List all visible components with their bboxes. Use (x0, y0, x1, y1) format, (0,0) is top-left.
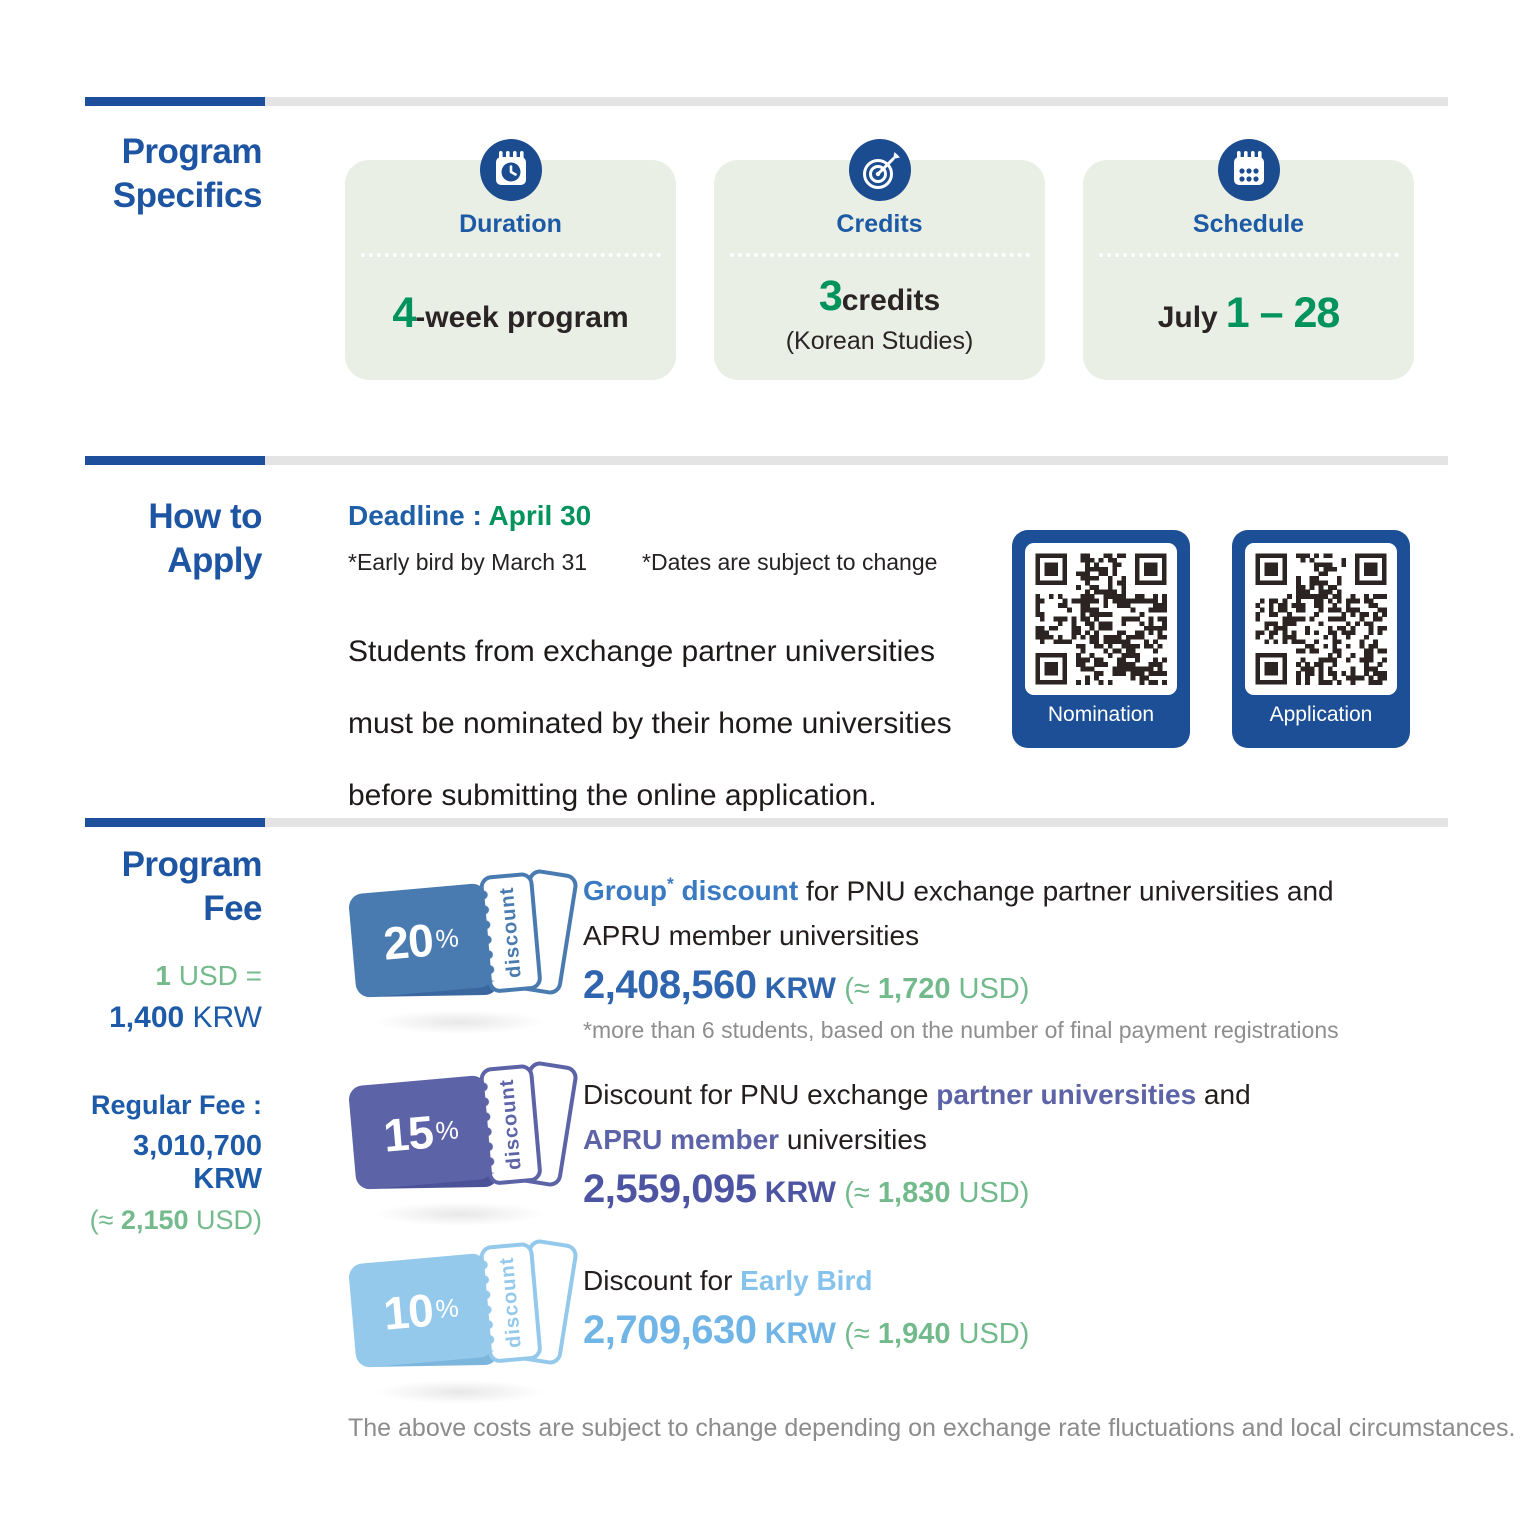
title-line: Fee (203, 889, 262, 928)
ticket-stub-label: discount (495, 886, 526, 980)
early-bird-note: *Early bird by March 31 (348, 549, 588, 575)
schedule-month: July (1157, 301, 1218, 334)
card-label: Schedule (1192, 210, 1305, 238)
divider-accent-bar (85, 456, 265, 465)
ticket-body (345, 1060, 555, 1201)
nomination-qr-card (1012, 530, 1190, 748)
regular-fee-note (70, 1090, 262, 1236)
card-label: Duration (459, 210, 562, 238)
dates-change-note: *Dates are subject to change (642, 549, 938, 575)
ticket-body (345, 868, 555, 1009)
regular-fee-label: Regular Fee : (90, 1090, 262, 1120)
section-divider (85, 456, 1448, 465)
program-specifics-title (70, 130, 262, 218)
card-value (786, 257, 974, 380)
deadline-date: April 30 (488, 500, 592, 531)
discounted-amount-krw: 2,559,095 (583, 1167, 757, 1211)
desc-text: for PNU exchange partner universities and (798, 875, 1334, 907)
credits-subject: (Korean Studies) (785, 326, 974, 355)
ticket-stub (479, 1242, 543, 1364)
percent-sign: % (434, 1291, 460, 1324)
paragraph-line: before submitting the online application. (348, 779, 877, 812)
asterisk: * (667, 874, 674, 894)
how-to-apply-title (70, 495, 262, 583)
card-label: Credits (836, 210, 923, 238)
program-fee-title (70, 843, 262, 931)
ticket-percent: 15 (381, 1105, 435, 1162)
title-line: Apply (167, 541, 262, 580)
rate-usd-text: USD = (170, 960, 262, 991)
percent-sign: % (434, 921, 460, 954)
rate-usd-amount: 1 (155, 960, 171, 991)
divider-accent-bar (85, 97, 265, 106)
desc-text: universities (779, 1124, 927, 1155)
target-arrow-icon (848, 138, 912, 202)
regular-fee-krw: 3,010,700 KRW (132, 1130, 262, 1195)
ticket-stub-label: discount (495, 1256, 526, 1350)
qr-code-image (1245, 543, 1397, 695)
exchange-rate-note (70, 960, 262, 1035)
usd-equivalent: (≈ 1,940 USD) (844, 1318, 1030, 1350)
ticket-body (345, 1238, 555, 1379)
apru-member-accent: APRU member (583, 1124, 780, 1155)
discount-20-details (583, 862, 1463, 1044)
card-credits (714, 160, 1045, 380)
ticket-shadow (375, 1380, 545, 1404)
rate-krw-amount: 1,400 (109, 1001, 185, 1034)
ticket-percent: 10 (381, 1283, 435, 1340)
qr-code-group (1012, 530, 1410, 748)
card-schedule (1083, 160, 1414, 380)
section-divider (85, 818, 1448, 827)
group-discount-footnote: *more than 6 students, based on the number of final payment registrations (583, 1017, 1339, 1044)
regular-usd-close: USD) (188, 1205, 262, 1235)
discounted-amount-krw: 2,709,630 (583, 1308, 757, 1352)
card-duration (345, 160, 676, 380)
desc-text: Discount for (583, 1265, 741, 1296)
discount-15-details (583, 1072, 1463, 1212)
discount-ticket-10 (350, 1246, 580, 1378)
desc-text: and (1196, 1079, 1251, 1110)
duration-number: 4 (392, 289, 416, 337)
ticket-face (348, 1075, 495, 1191)
qr-label: Nomination (1047, 703, 1155, 726)
apply-notes (348, 549, 952, 576)
specifics-cards (345, 160, 1414, 380)
early-bird-accent: Early Bird (740, 1265, 873, 1296)
schedule-dates: 1 – 28 (1225, 289, 1340, 337)
application-qr-card (1232, 530, 1410, 748)
ticket-stub (479, 1064, 543, 1186)
credits-text: credits (841, 283, 941, 317)
qr-label: Application (1269, 703, 1373, 726)
group-discount-accent: Group* discount (583, 874, 799, 907)
ticket-shadow (375, 1202, 545, 1226)
ticket-stub (479, 872, 543, 994)
costs-disclaimer: The above costs are subject to change depending on exchange rate fluctuations and local circumstances. (348, 1414, 1516, 1442)
discount-ticket-20 (350, 876, 580, 1008)
credits-number: 3 (818, 271, 842, 320)
regular-usd-amount: 2,150 (120, 1205, 189, 1235)
discount-10-details (583, 1258, 1463, 1353)
usd-equivalent: (≈ 1,830 USD) (844, 1177, 1030, 1209)
title-line: Program (121, 132, 262, 171)
rate-krw-text: KRW (184, 1001, 262, 1034)
percent-sign: % (434, 1113, 460, 1146)
divider-accent-bar (85, 818, 265, 827)
currency-krw: KRW (756, 1176, 845, 1209)
partner-universities-accent: partner universities (936, 1079, 1197, 1110)
card-value (1158, 257, 1340, 380)
regular-usd-open: (≈ (89, 1205, 121, 1235)
ticket-percent: 20 (381, 913, 435, 970)
calendar-grid-icon (1217, 138, 1281, 202)
paragraph-line: Students from exchange partner universities (348, 635, 935, 668)
ticket-face (348, 1253, 495, 1369)
title-line: How to (148, 497, 262, 536)
ticket-stub-label: discount (495, 1078, 526, 1172)
qr-code-image (1025, 543, 1177, 695)
paragraph-line: must be nominated by their home universities (348, 707, 952, 740)
section-divider (85, 97, 1448, 106)
title-line: Specifics (112, 176, 262, 215)
deadline-label: Deadline : (348, 500, 489, 531)
duration-text: -week program (415, 301, 629, 334)
calendar-clock-icon (479, 138, 543, 202)
apply-paragraph (348, 616, 952, 832)
desc-text: Discount for PNU exchange (583, 1079, 937, 1110)
ticket-shadow (375, 1010, 545, 1034)
currency-krw: KRW (756, 1317, 845, 1350)
currency-krw: KRW (756, 972, 845, 1006)
deadline-line (348, 500, 952, 532)
usd-equivalent: (≈ 1,720 USD) (844, 973, 1030, 1006)
title-line: Program (121, 845, 262, 884)
card-value (392, 257, 628, 380)
discount-ticket-15 (350, 1068, 580, 1200)
desc-text-line2: APRU member universities (583, 920, 920, 952)
ticket-face (348, 883, 495, 999)
apply-content (348, 500, 952, 832)
discounted-amount-krw: 2,408,560 (583, 963, 757, 1008)
